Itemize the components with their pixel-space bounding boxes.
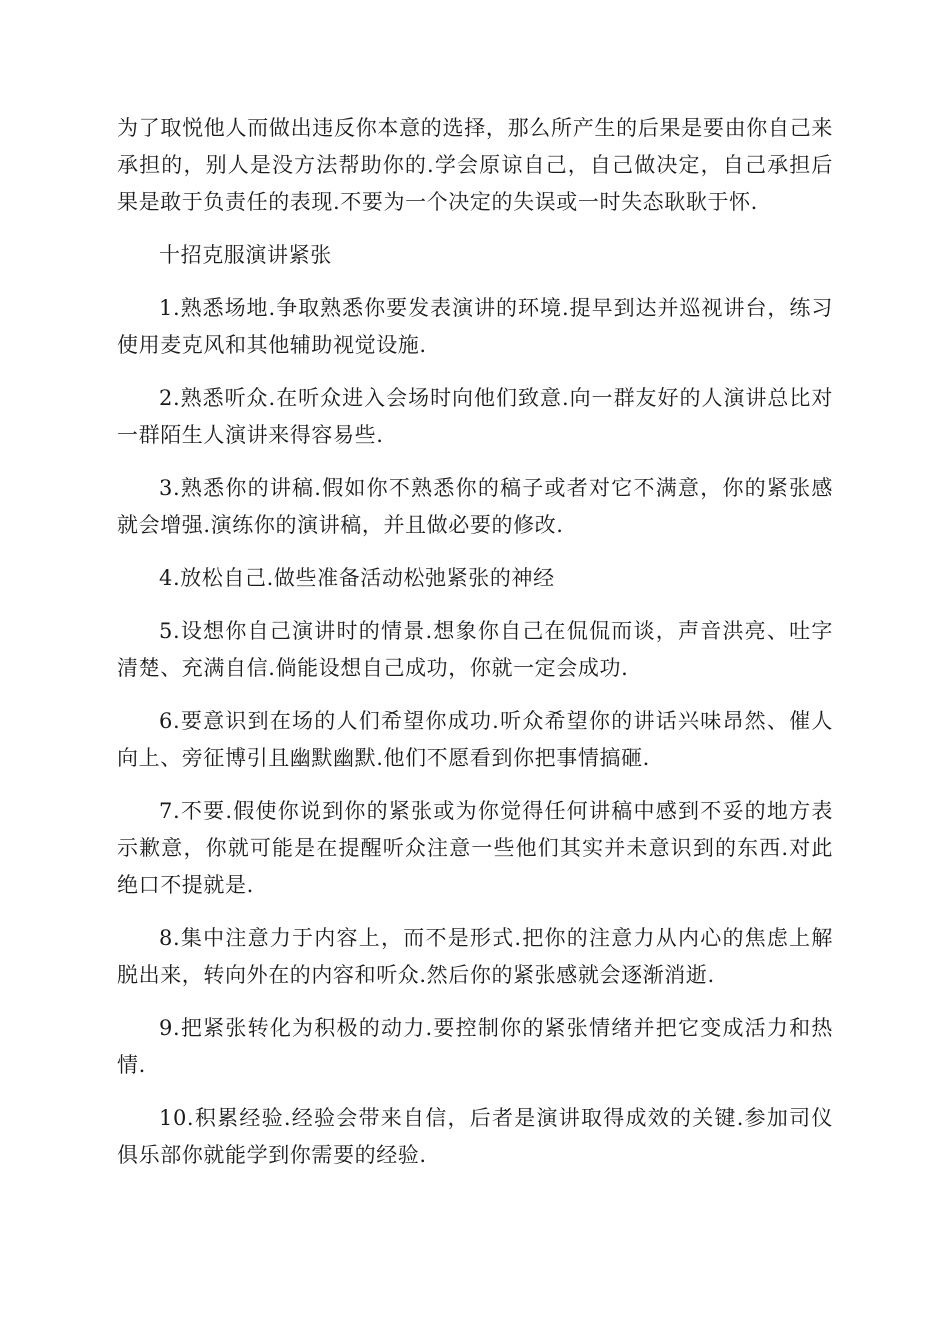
tip-10: 10.积累经验.经验会带来自信，后者是演讲取得成效的关键.参加司仪俱乐部你就能学到你需要的经验. xyxy=(117,1106,833,1167)
tip-3: 3.熟悉你的讲稿.假如你不熟悉你的稿子或者对它不满意，你的紧张感就会增强.演练你的演讲稿，并且做必要的修改. xyxy=(117,476,833,537)
tip-1: 1.熟悉场地.争取熟悉你要发表演讲的环境.提早到达并巡视讲台，练习使用麦克风和其他辅助视觉设施. xyxy=(117,296,833,357)
tip-2: 2.熟悉听众.在听众进入会场时向他们致意.向一群友好的人演讲总比对一群陌生人演讲来得容易些. xyxy=(117,386,833,447)
document-page xyxy=(117,110,833,1190)
tip-7: 7.不要.假使你说到你的紧张或为你觉得任何讲稿中感到不妥的地方表示歉意，你就可能是在提醒听众注意一些他们其实并未意识到的东西.对此绝口不提就是. xyxy=(117,799,833,897)
tip-9: 9.把紧张转化为积极的动力.要控制你的紧张情绪并把它变成活力和热情. xyxy=(117,1016,833,1077)
tip-4: 4.放松自己.做些准备活动松弛紧张的神经 xyxy=(159,566,555,590)
tip-5: 5.设想你自己演讲时的情景.想象你自己在侃侃而谈，声音洪亮、吐字清楚、充满自信.倘能设想自己成功，你就一定会成功. xyxy=(117,619,833,680)
tip-8: 8.集中注意力于内容上，而不是形式.把你的注意力从内心的焦虑上解脱出来，转向外在的内容和听众.然后你的紧张感就会逐渐消逝. xyxy=(117,926,833,987)
intro-paragraph: 为了取悦他人而做出违反你本意的选择，那么所产生的后果是要由你自己来承担的，别人是没方法帮助你的.学会原谅自己，自己做决定，自己承担后果是敢于负责任的表现.不要为一个决定的失误或一时失态耿耿于怀. xyxy=(117,116,833,214)
tip-6: 6.要意识到在场的人们希望你成功.听众希望你的讲话兴味昂然、催人向上、旁征博引且幽默幽默.他们不愿看到你把事情搞砸. xyxy=(117,709,833,770)
section-title: 十招克服演讲紧张 xyxy=(159,243,332,267)
